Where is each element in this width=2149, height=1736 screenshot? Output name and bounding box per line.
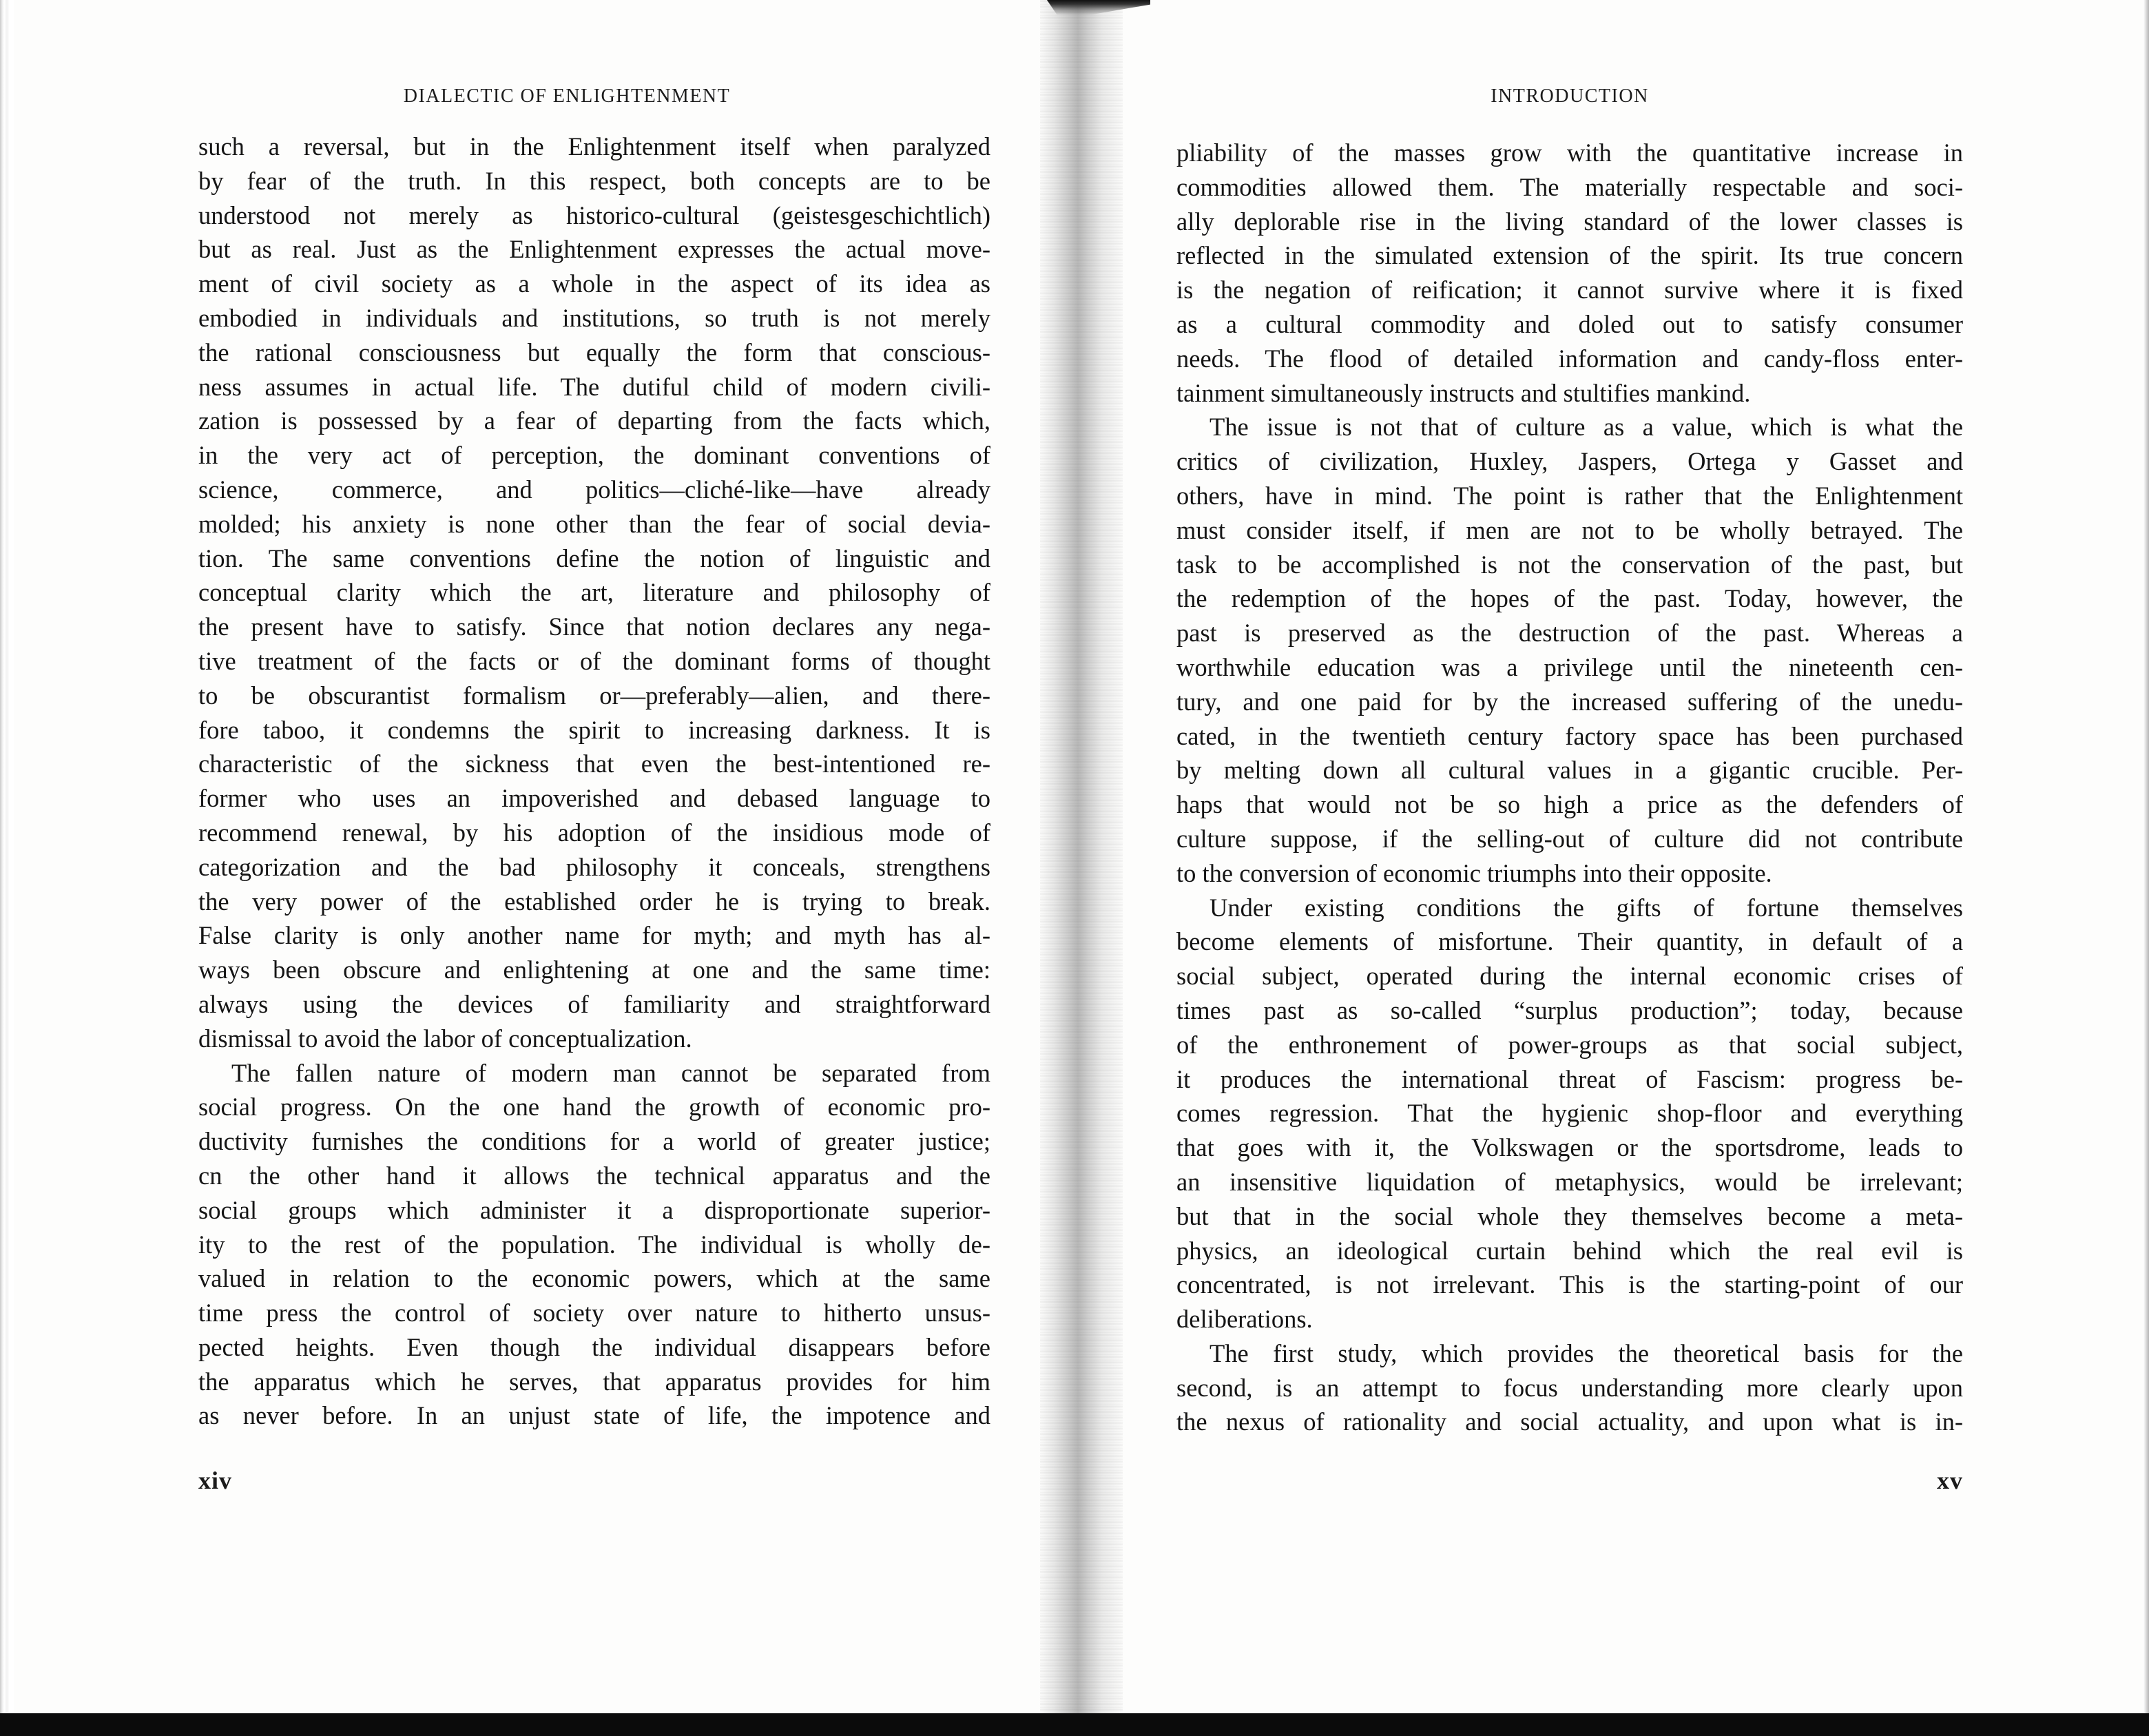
text-line: The first study, which provides the theoretical basis for the xyxy=(1210,1339,1963,1367)
text-line: but as real. Just as the Enlightenment expresses the actual move- xyxy=(198,235,990,264)
text-line: The issue is not that of culture as a value, which is what the xyxy=(1210,413,1963,442)
text-line: cated, in the twentieth century factory space has been purchased xyxy=(1176,721,1963,750)
text-line: social groups which administer it a disproportionate superior- xyxy=(198,1195,990,1224)
text-line: always using the devices of familiarity and straightforward xyxy=(198,989,990,1018)
text-line: others, have in mind. The point is rather that the Enlightenment xyxy=(1176,481,1963,510)
text-line: social progress. On the one hand the growth of economic pro- xyxy=(198,1093,990,1122)
text-line: to the conversion of economic triumphs into their opposite. xyxy=(1176,858,1772,887)
text-line: recommend renewal, by his adoption of the insidious mode of xyxy=(198,818,990,847)
text-line: valued in relation to the economic powers, which at the same xyxy=(198,1264,990,1293)
text-line: ment of civil society as a whole in the aspect of its idea as xyxy=(198,269,990,298)
text-line: second, is an attempt to focus understanding more clearly upon xyxy=(1176,1373,1963,1402)
text-line: time press the control of society over nature to hitherto unsus- xyxy=(198,1299,990,1327)
text-line: comes regression. That the hygienic shop-floor and everything xyxy=(1176,1099,1963,1128)
text-line: such a reversal, but in the Enlightenment itself when paralyzed xyxy=(198,132,990,161)
text-line: it produces the international threat of Fascism: progress be- xyxy=(1176,1064,1963,1093)
text-line: by melting down all cultural values in a gigantic crucible. Per- xyxy=(1176,756,1963,785)
text-line: ally deplorable rise in the living standard of the lower classes is xyxy=(1176,207,1963,236)
text-line: physics, an ideological curtain behind which the real evil is xyxy=(1176,1236,1963,1265)
scanner-bottom-band xyxy=(0,1713,2149,1736)
text-line: the present have to satisfy. Since that notion declares any nega- xyxy=(198,612,990,641)
text-line: the nexus of rationality and social actuality, and upon what is in- xyxy=(1176,1407,1963,1436)
text-line: deliberations. xyxy=(1176,1305,1313,1334)
text-line: zation is possessed by a fear of departing from the facts which, xyxy=(198,406,990,435)
text-line: fore taboo, it condemns the spirit to increasing darkness. It is xyxy=(198,715,990,744)
text-line: haps that would not be so high a price as the defenders of xyxy=(1176,790,1963,819)
text-line: past is preserved as the destruction of the past. Whereas a xyxy=(1176,619,1963,648)
text-line: science, commerce, and politics—cliché-like—have already xyxy=(198,475,990,504)
text-line: tainment simultaneously instructs and stultifies mankind. xyxy=(1176,378,1751,407)
text-line: ness assumes in actual life. The dutiful child of modern civili- xyxy=(198,372,990,401)
text-line: needs. The flood of detailed information and candy-floss enter- xyxy=(1176,344,1963,373)
text-line: pliability of the masses grow with the quantitative increase in xyxy=(1176,138,1963,167)
text-line: conceptual clarity which the art, literature and philosophy of xyxy=(198,578,990,607)
page-edge-right xyxy=(2143,0,2149,1713)
text-line: reflected in the simulated extension of the spirit. Its true concern xyxy=(1176,241,1963,270)
text-line: tion. The same conventions define the notion of linguistic and xyxy=(198,544,990,572)
text-line: culture suppose, if the selling-out of culture did not contribute xyxy=(1176,824,1963,853)
text-line: ity to the rest of the population. The individual is wholly de- xyxy=(198,1230,990,1259)
text-line: understood not merely as historico-cultural (geistesgeschichtlich) xyxy=(198,200,990,229)
text-line: as never before. In an unjust state of life, the impotence and xyxy=(198,1401,990,1430)
running-head-right: INTRODUCTION xyxy=(1491,85,1649,107)
text-line: an insensitive liquidation of metaphysics, would be irrelevant; xyxy=(1176,1167,1963,1196)
book-gutter-shadow xyxy=(1040,0,1123,1713)
text-line: False clarity is only another name for myth; and myth has al- xyxy=(198,921,990,950)
right-page-body xyxy=(1176,136,1963,1439)
text-line: Under existing conditions the gifts of fortune themselves xyxy=(1210,893,1963,922)
text-line: embodied in individuals and institutions, so truth is not merely xyxy=(198,303,990,332)
text-line: but that in the social whole they themselves become a meta- xyxy=(1176,1201,1963,1230)
text-line: become elements of misfortune. Their quantity, in default of a xyxy=(1176,927,1963,956)
text-line: social subject, operated during the internal economic crises of xyxy=(1176,962,1963,991)
text-line: tive treatment of the facts or of the dominant forms of thought xyxy=(198,646,990,675)
text-line: worthwhile education was a privilege until the nineteenth cen- xyxy=(1176,652,1963,681)
text-line: the rational consciousness but equally the form that conscious- xyxy=(198,338,990,366)
text-line: molded; his anxiety is none other than the fear of social devia- xyxy=(198,509,990,538)
text-line: in the very act of perception, the dominant conventions of xyxy=(198,441,990,470)
running-head-left: DIALECTIC OF ENLIGHTENMENT xyxy=(403,85,731,107)
text-line: ways been obscure and enlightening at one and the same time: xyxy=(198,955,990,984)
text-line: the redemption of the hopes of the past. Today, however, the xyxy=(1176,584,1963,613)
text-line: ductivity furnishes the conditions for a world of greater justice; xyxy=(198,1127,990,1156)
text-line: cn the other hand it allows the technical apparatus and the xyxy=(198,1161,990,1190)
text-line: commodities allowed them. The materially respectable and soci- xyxy=(1176,172,1963,201)
text-line: that goes with it, the Volkswagen or the sportsdrome, leads to xyxy=(1176,1133,1963,1162)
text-line: task to be accomplished is not the conservation of the past, but xyxy=(1176,550,1963,579)
text-line: by fear of the truth. In this respect, both concepts are to be xyxy=(198,166,990,195)
text-line: as a cultural commodity and doled out to satisfy consumer xyxy=(1176,309,1963,338)
page-number-right: xv xyxy=(1937,1467,1963,1494)
text-line: concentrated, is not irrelevant. This is the starting-point of our xyxy=(1176,1270,1963,1299)
text-line: former who uses an impoverished and debased language to xyxy=(198,784,990,813)
text-line: must consider itself, if men are not to be wholly betrayed. The xyxy=(1176,515,1963,544)
text-line: the apparatus which he serves, that apparatus provides for him xyxy=(198,1367,990,1396)
text-line: of the enthronement of power-groups as that social subject, xyxy=(1176,1030,1963,1059)
text-line: The fallen nature of modern man cannot be separated from xyxy=(231,1058,990,1087)
text-line: dismissal to avoid the labor of conceptualization. xyxy=(198,1024,692,1053)
text-line: times past as so-called “surplus production”; today, because xyxy=(1176,995,1963,1024)
text-line: pected heights. Even though the individual disappears before xyxy=(198,1332,990,1361)
text-line: critics of civilization, Huxley, Jaspers, Ortega y Gasset and xyxy=(1176,447,1963,476)
gutter-top-shadow xyxy=(1047,0,1150,15)
text-line: tury, and one paid for by the increased suffering of the unedu- xyxy=(1176,687,1963,716)
page-edge-left xyxy=(0,0,14,1736)
text-line: categorization and the bad philosophy it conceals, strengthens xyxy=(198,852,990,881)
page-number-left: xiv xyxy=(198,1467,233,1494)
left-page-body xyxy=(198,130,990,1433)
text-line: is the negation of reification; it cannot survive where it is fixed xyxy=(1176,276,1963,304)
text-line: to be obscurantist formalism or—preferably—alien, and there- xyxy=(198,681,990,710)
text-line: characteristic of the sickness that even the best-intentioned re- xyxy=(198,750,990,778)
text-line: the very power of the established order he is trying to break. xyxy=(198,887,990,916)
